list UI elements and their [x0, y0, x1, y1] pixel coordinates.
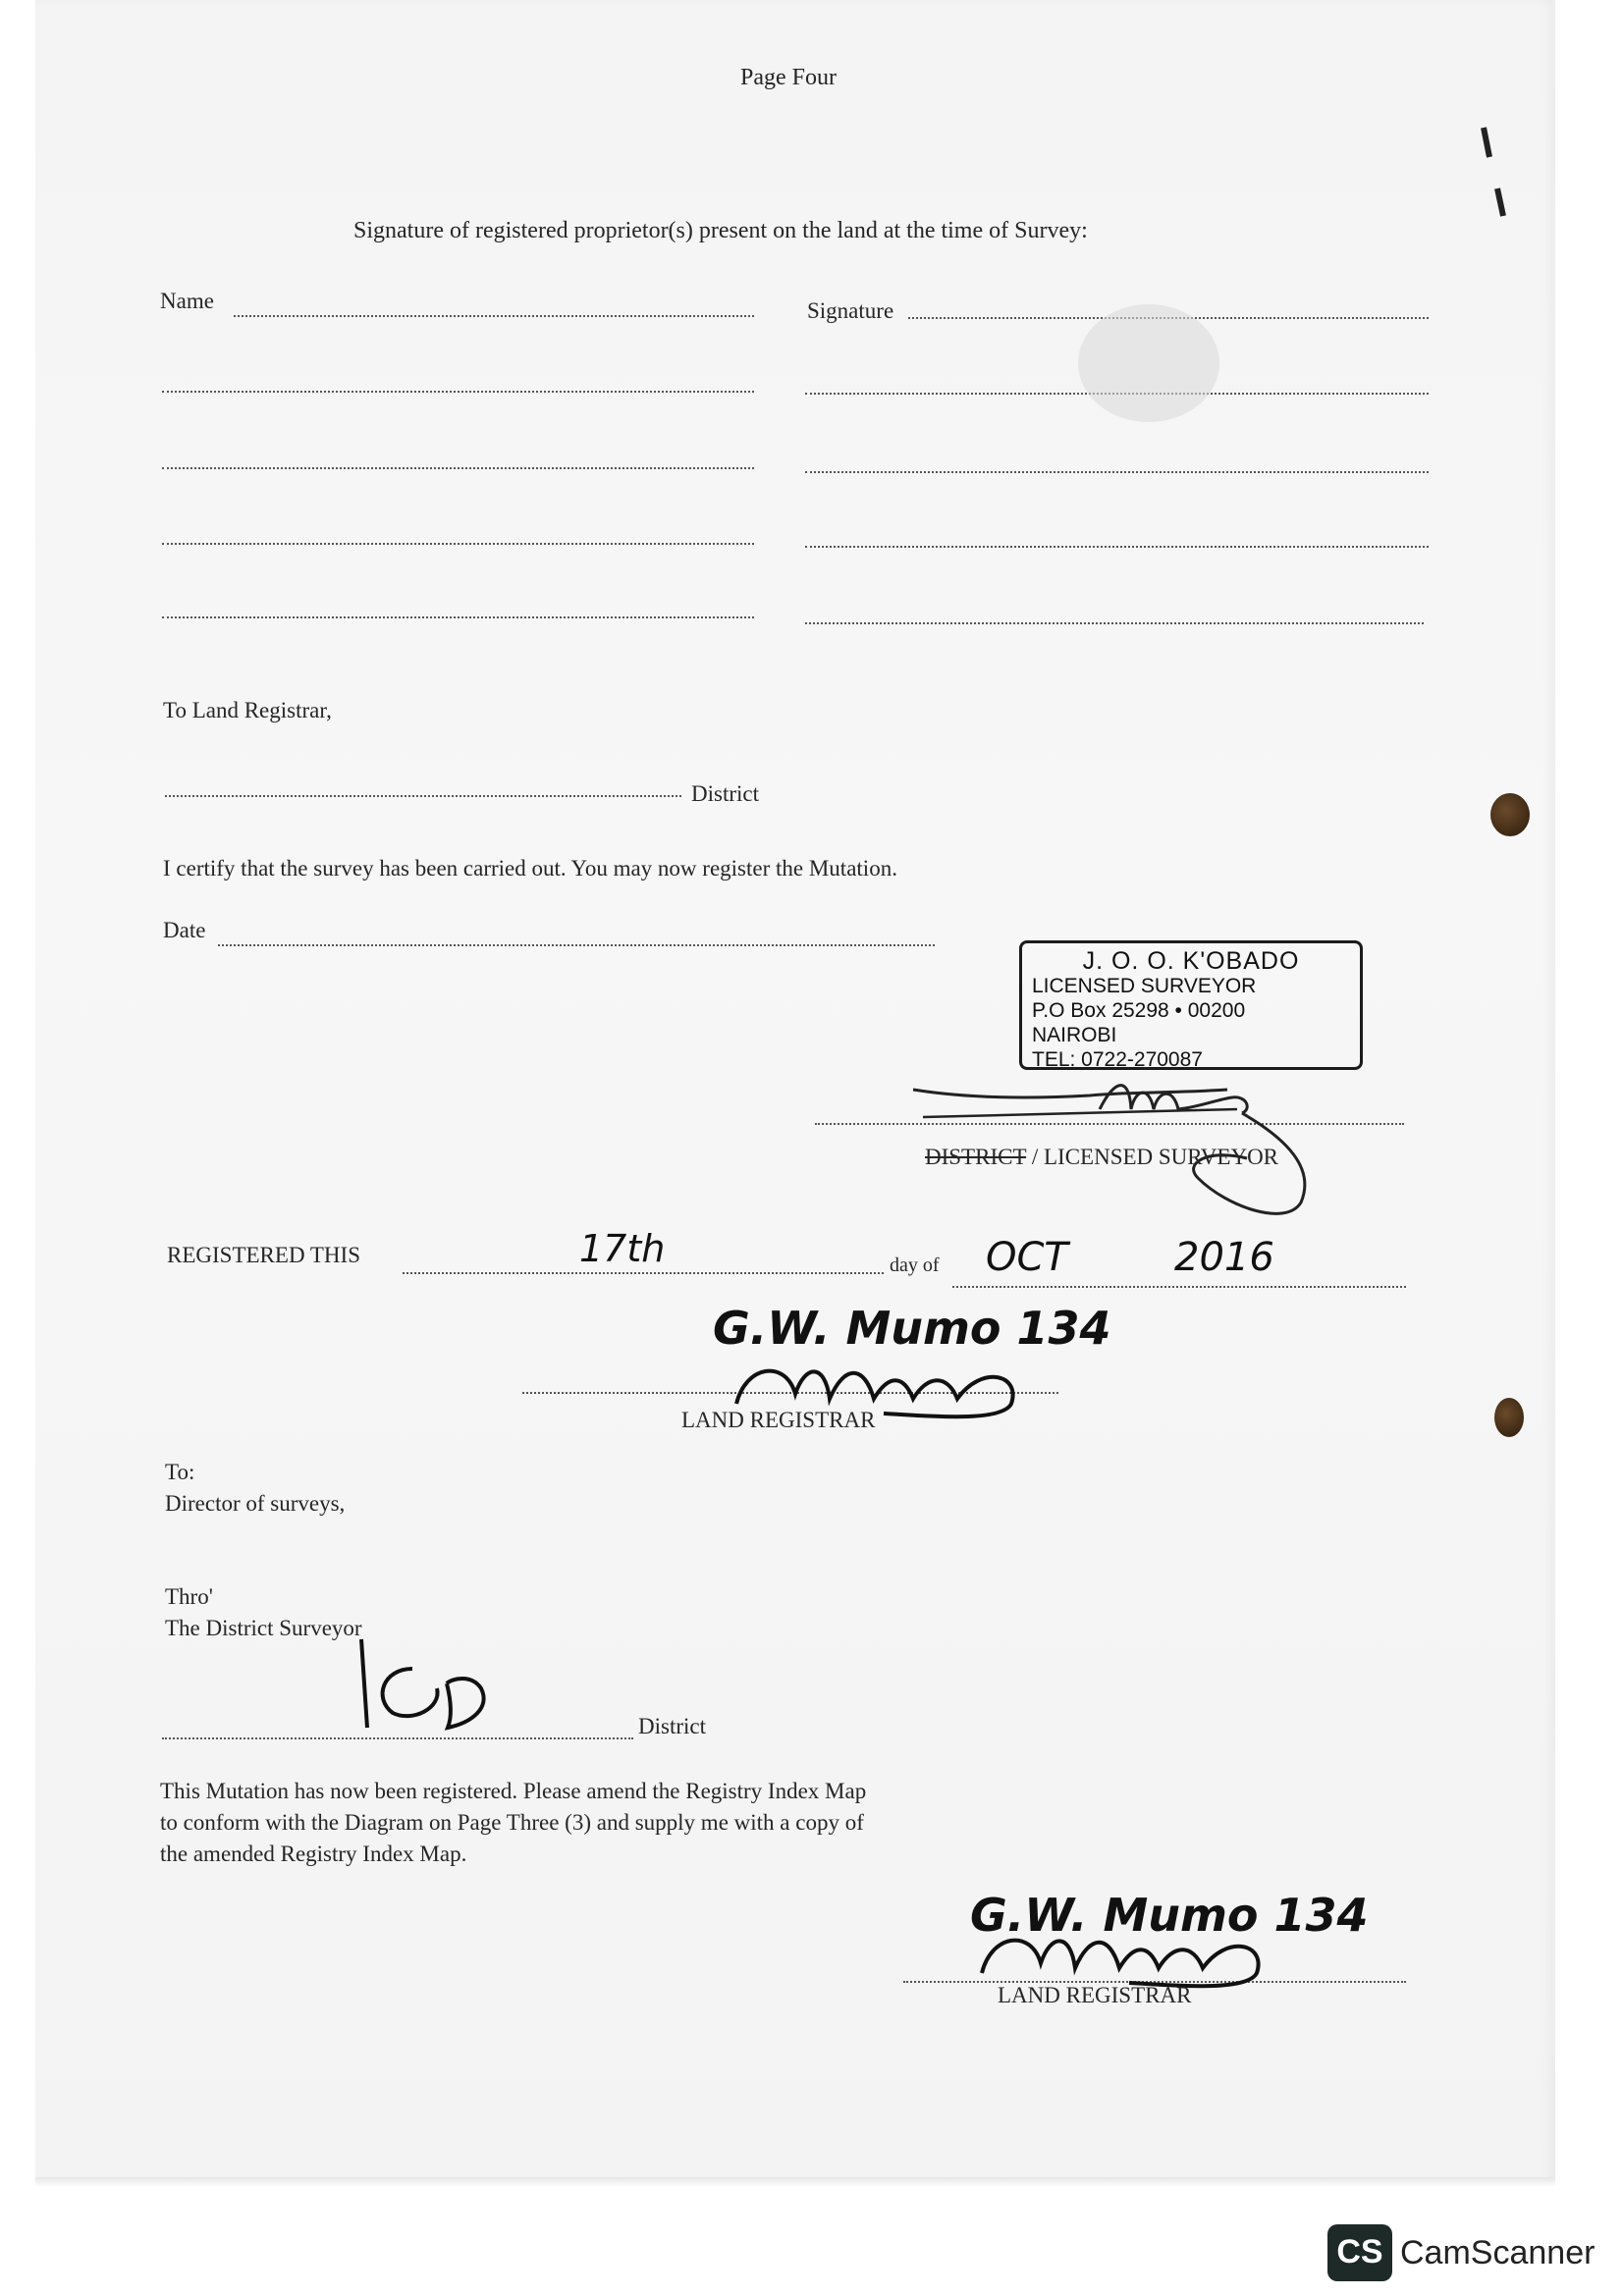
- registrar-stamp-1: G.W. Mumo 134: [713, 1302, 1111, 1355]
- thro-label: Thro': [165, 1584, 213, 1609]
- name-line-3: [162, 467, 754, 469]
- registered-this-label: REGISTERED THIS: [167, 1243, 360, 1267]
- stamp-tel: TEL: 0722-270087: [1032, 1048, 1203, 1071]
- name-line-2: [162, 391, 754, 393]
- district-line: [165, 795, 681, 797]
- to-land-registrar-label: To Land Registrar,: [163, 698, 332, 722]
- registered-day-line: [403, 1272, 884, 1274]
- notice-line-3: the amended Registry Index Map.: [160, 1842, 467, 1866]
- surveyor-caption: [925, 1145, 1278, 1170]
- district-label: District: [691, 781, 759, 806]
- notice-line-2: to conform with the Diagram on Page Three (3) and supply me with a copy of: [160, 1810, 864, 1835]
- name-line-1: [234, 315, 754, 317]
- signature-line-3: [805, 471, 1429, 473]
- registered-month-value: OCT: [986, 1235, 1068, 1280]
- stamp-address: P.O Box 25298 • 00200: [1032, 999, 1246, 1022]
- district-surveyor-initials: [353, 1629, 511, 1737]
- registered-year-value: 2016: [1174, 1235, 1274, 1280]
- stamp-name: J. O. O. K'OBADO: [1082, 947, 1300, 975]
- camscanner-label: CamScanner: [1400, 2234, 1596, 2271]
- camscanner-logo-icon: CS: [1327, 2224, 1392, 2281]
- page-title: Page Four: [740, 65, 837, 90]
- signature-line-4: [805, 546, 1429, 548]
- ink-smudge: [1060, 285, 1237, 442]
- day-of-label: day of: [890, 1255, 940, 1276]
- punch-hole-bottom: [1494, 1398, 1524, 1437]
- proprietors-heading: Signature of registered proprietor(s) present on the land at the time of Survey:: [353, 218, 1088, 243]
- to-label: To:: [165, 1460, 195, 1484]
- signature-label: Signature: [807, 298, 894, 323]
- staple-marks: [1478, 118, 1517, 226]
- name-label: Name: [160, 289, 214, 313]
- land-registrar-label-1: LAND REGISTRAR: [681, 1408, 876, 1432]
- date-line: [218, 944, 935, 946]
- stamp-title: LICENSED SURVEYOR: [1032, 975, 1257, 997]
- registered-day-value: 17th: [579, 1227, 666, 1270]
- name-line-5: [162, 616, 754, 618]
- director-district-label: District: [638, 1714, 706, 1738]
- registrar-stamp-2: G.W. Mumo 134: [970, 1889, 1369, 1942]
- punch-hole-top: [1490, 793, 1530, 836]
- notice-line-1: This Mutation has now been registered. Please amend the Registry Index Map: [160, 1779, 867, 1803]
- land-registrar-label-2: LAND REGISTRAR: [998, 1983, 1192, 2007]
- certify-text: I certify that the survey has been carried out. You may now register the Mutation.: [163, 856, 897, 881]
- date-label: Date: [163, 918, 206, 942]
- struck-district: DISTRICT: [925, 1145, 1027, 1169]
- surveyor-stamp: [1019, 940, 1363, 1070]
- registered-month-line: [952, 1286, 1406, 1288]
- district-surveyor-label: The District Surveyor: [165, 1616, 362, 1640]
- page-edge: [35, 2177, 1555, 2187]
- name-line-4: [162, 543, 754, 545]
- director-of-surveys-label: Director of surveys,: [165, 1491, 346, 1516]
- director-district-line: [162, 1737, 633, 1739]
- signature-line-5: [805, 622, 1424, 624]
- licensed-surveyor-label: / LICENSED SURVEYOR: [1026, 1145, 1279, 1169]
- stamp-city: NAIROBI: [1032, 1024, 1117, 1046]
